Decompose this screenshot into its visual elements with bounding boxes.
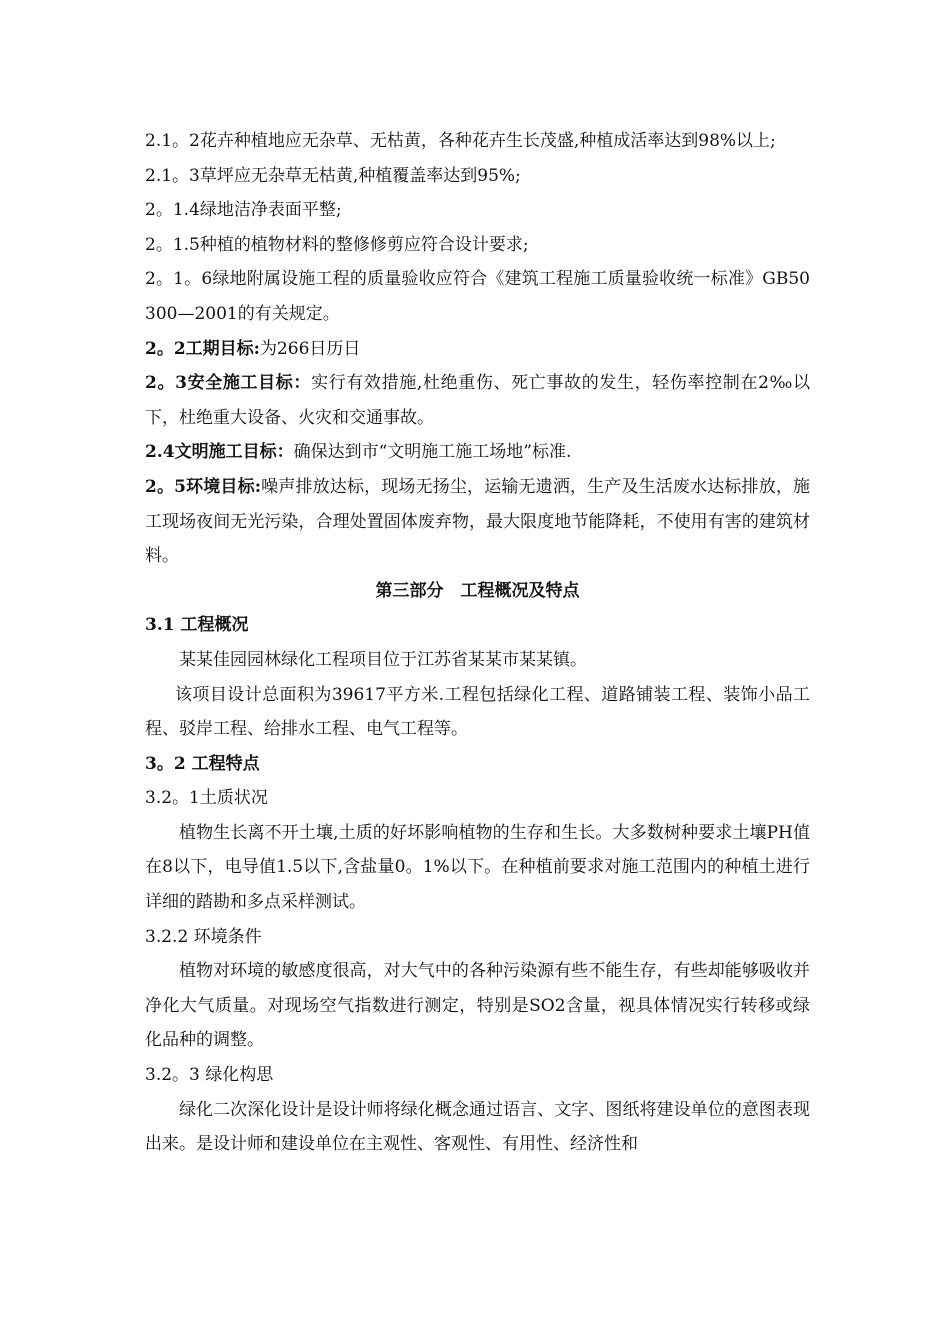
section-3-2-2-heading: 3.2.2 环境条件 — [145, 926, 262, 947]
environment-condition-paragraph: 植物对环境的敏感度很高，对大气中的各种污染源有些不能生存，有些却能够吸收并净化大气质量。对现场空气指数进行测定，特别是SO2含量，视具体情况实行转移或绿化品种的调整。 — [145, 961, 810, 1051]
section-3-2-3-heading: 3.2。3 绿化构思 — [145, 1065, 274, 1086]
paragraph-2-2 — [145, 332, 810, 367]
civilized-goal-label: 2.4文明施工目标： — [145, 442, 294, 463]
section-3-2-1-heading: 3.2。1土质状况 — [145, 788, 268, 809]
paragraph-2-3 — [145, 366, 810, 435]
section-3-1-heading: 3.1 工程概况 — [145, 615, 249, 636]
project-scope-paragraph: 该项目设计总面积为39617平方米.工程包括绿化工程、道路铺装工程、装饰小品工程、驳岸工程、给排水工程、电气工程等。 — [145, 684, 810, 740]
civilized-goal-text: 确保达到市“文明施工施工场地”标准. — [293, 442, 572, 463]
soil-condition-paragraph: 植物生长离不开土壤,土质的好坏影响植物的生存和生长。大多数树种要求土壤PH值在8以下，电导值1.5以下,含盐量0。1%以下。在种植前要求对施工范围内的种植土进行详细的踏勘和多点采样测试。 — [145, 822, 810, 913]
safety-goal-text: 实行有效措施,杜绝重伤、死亡事故的发生，轻伤率控制在2‰以下，杜绝重大设备、火灾和交通事故。 — [145, 373, 810, 428]
paragraph-2-1-3: 2.1。3草坪应无杂草无枯黄,种植覆盖率达到95%; — [145, 165, 521, 186]
environment-goal-text: 噪声排放达标，现场无扬尘，运输无遗洒，生产及生活废水达标排放，施工现场夜间无光污染，合理处置固体废弃物，最大限度地节能降耗，不使用有害的建筑材料。 — [145, 476, 811, 567]
paragraph-2-4 — [145, 435, 810, 470]
paragraph-2-1-4: 2。1.4绿地洁净表面平整; — [145, 200, 342, 221]
paragraph-2-1-6: 2。1。6绿地附属设施工程的质量验收应符合《建筑工程施工质量验收统一标准》GB50300—2001的有关规定。 — [145, 269, 810, 324]
paragraph-2-1-2: 2.1。2花卉种植地应无杂草、无枯黄，各种花卉生长茂盛,种植成活率达到98%以上; — [145, 131, 776, 151]
schedule-goal-label: 2。2工期目标: — [145, 338, 260, 359]
part-three-title: 第三部分 工程概况及特点 — [375, 580, 580, 601]
greening-concept-paragraph: 绿化二次深化设计是设计师将绿化概念通过语言、文字、图纸将建设单位的意图表现出来。是设计师和建设单位在主观性、客观性、有用性、经济性和 — [145, 1099, 810, 1155]
paragraph-2-5 — [145, 470, 810, 574]
safety-goal-label: 2。3安全施工目标： — [145, 373, 312, 394]
section-3-2-heading: 3。2 工程特点 — [145, 753, 260, 774]
paragraph-2-1-5: 2。1.5种植的植物材料的整修修剪应符合设计要求; — [145, 234, 529, 255]
schedule-goal-text: 为266日历日 — [259, 338, 361, 359]
document-page — [145, 124, 810, 1162]
project-location-paragraph: 某某佳园园林绿化工程项目位于江苏省某某市某某镇。 — [179, 649, 587, 670]
environment-goal-label: 2。5环境目标: — [145, 476, 262, 497]
